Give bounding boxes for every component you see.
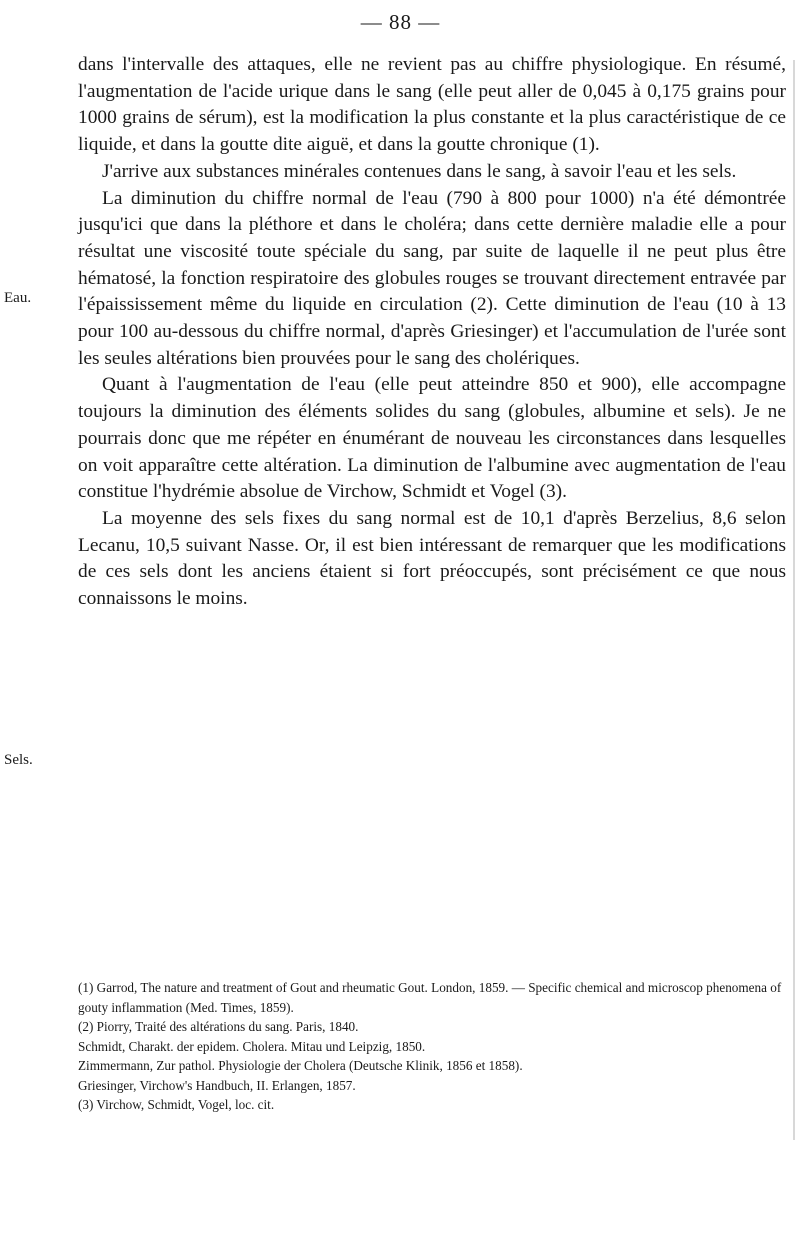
margin-note-eau: Eau. — [4, 290, 32, 306]
page-edge-shadow — [793, 60, 795, 1140]
paragraph-eau-augmentation: Quant à l'augmentation de l'eau (elle peut atteindre 850 et 900), elle accompagne toujours la diminution des éléments solides du sang (globules, albumine et sels). Je ne pourrais donc que me répéter en énumérant de nouveau les circonstances dans lesquelles on voit apparaître cette altération. La diminution de l'albumine avec augmentation de l'eau constitue l'hydrémie absolue de Virchow, Schmidt et Vogel (3). — [78, 374, 786, 503]
page-number-header: — 88 — — [360, 10, 441, 34]
footnote-3: (3) Virchow, Schmidt, Vogel, loc. cit. — [78, 1097, 275, 1112]
paragraph-sels: La moyenne des sels fixes du sang normal est de 10,1 d'après Berzelius, 8,6 selon Lecanu, 10,5 suivant Nasse. Or, il est bien intéressant de remarquer que les modifications de ces sels dont les anciens étaient si fort préoccupés, sont précisément ce que nous connaissons le moins. — [78, 507, 786, 610]
footnote-2-zimmermann: Zimmermann, Zur pathol. Physiologie der Cholera (Deutsche Klinik, 1856 et 1858). — [78, 1058, 523, 1073]
footnotes — [78, 978, 786, 1115]
paragraph-substances: J'arrive aux substances minérales contenues dans le sang, à savoir l'eau et les sels. — [102, 160, 737, 182]
paragraph-goutte: dans l'intervalle des attaques, elle ne revient pas au chiffre physiologique. En résumé, l'augmentation de l'acide urique dans le sang (elle peut aller de 0,045 à 0,175 grains pour 1000 grains de sérum), est la modification la plus constante et la plus caractéristique de ce liquide, et dans la goutte dite aiguë, et dans la goutte chronique (1). — [78, 54, 786, 156]
main-text — [78, 52, 786, 613]
footnote-2-piorry: (2) Piorry, Traité des altérations du sang. Paris, 1840. — [78, 1019, 359, 1034]
footnote-2-griesinger: Griesinger, Virchow's Handbuch, II. Erlangen, 1857. — [78, 1077, 356, 1093]
margin-note-sels: Sels. — [4, 752, 33, 768]
footnote-2-schmidt: Schmidt, Charakt. der epidem. Cholera. Mitau und Leipzig, 1850. — [78, 1038, 426, 1054]
paragraph-eau-diminution: La diminution du chiffre normal de l'eau (790 à 800 pour 1000) n'a été démontrée jusqu'ici que dans la pléthore et dans le choléra; dans cette dernière maladie elle a pour résultat une viscosité toute spéciale du sang, par suite de laquelle il ne peut plus être hématosé, la fonction respiratoire des globules rouges se trouvant directement entravée par l'épaississement même du liquide en circulation (2). Cette diminution de l'eau (10 à 13 pour 100 au-dessous du chiffre normal, d'après Griesinger) et l'accumulation de l'urée sont les seules altérations bien prouvées pour le sang des cholériques. — [78, 187, 786, 369]
footnote-1: (1) Garrod, The nature and treatment of Gout and rheumatic Gout. London, 1859. — Specific chemical and microscop phenomena of gouty inflammation (Med. Times, 1859). — [78, 980, 782, 1015]
